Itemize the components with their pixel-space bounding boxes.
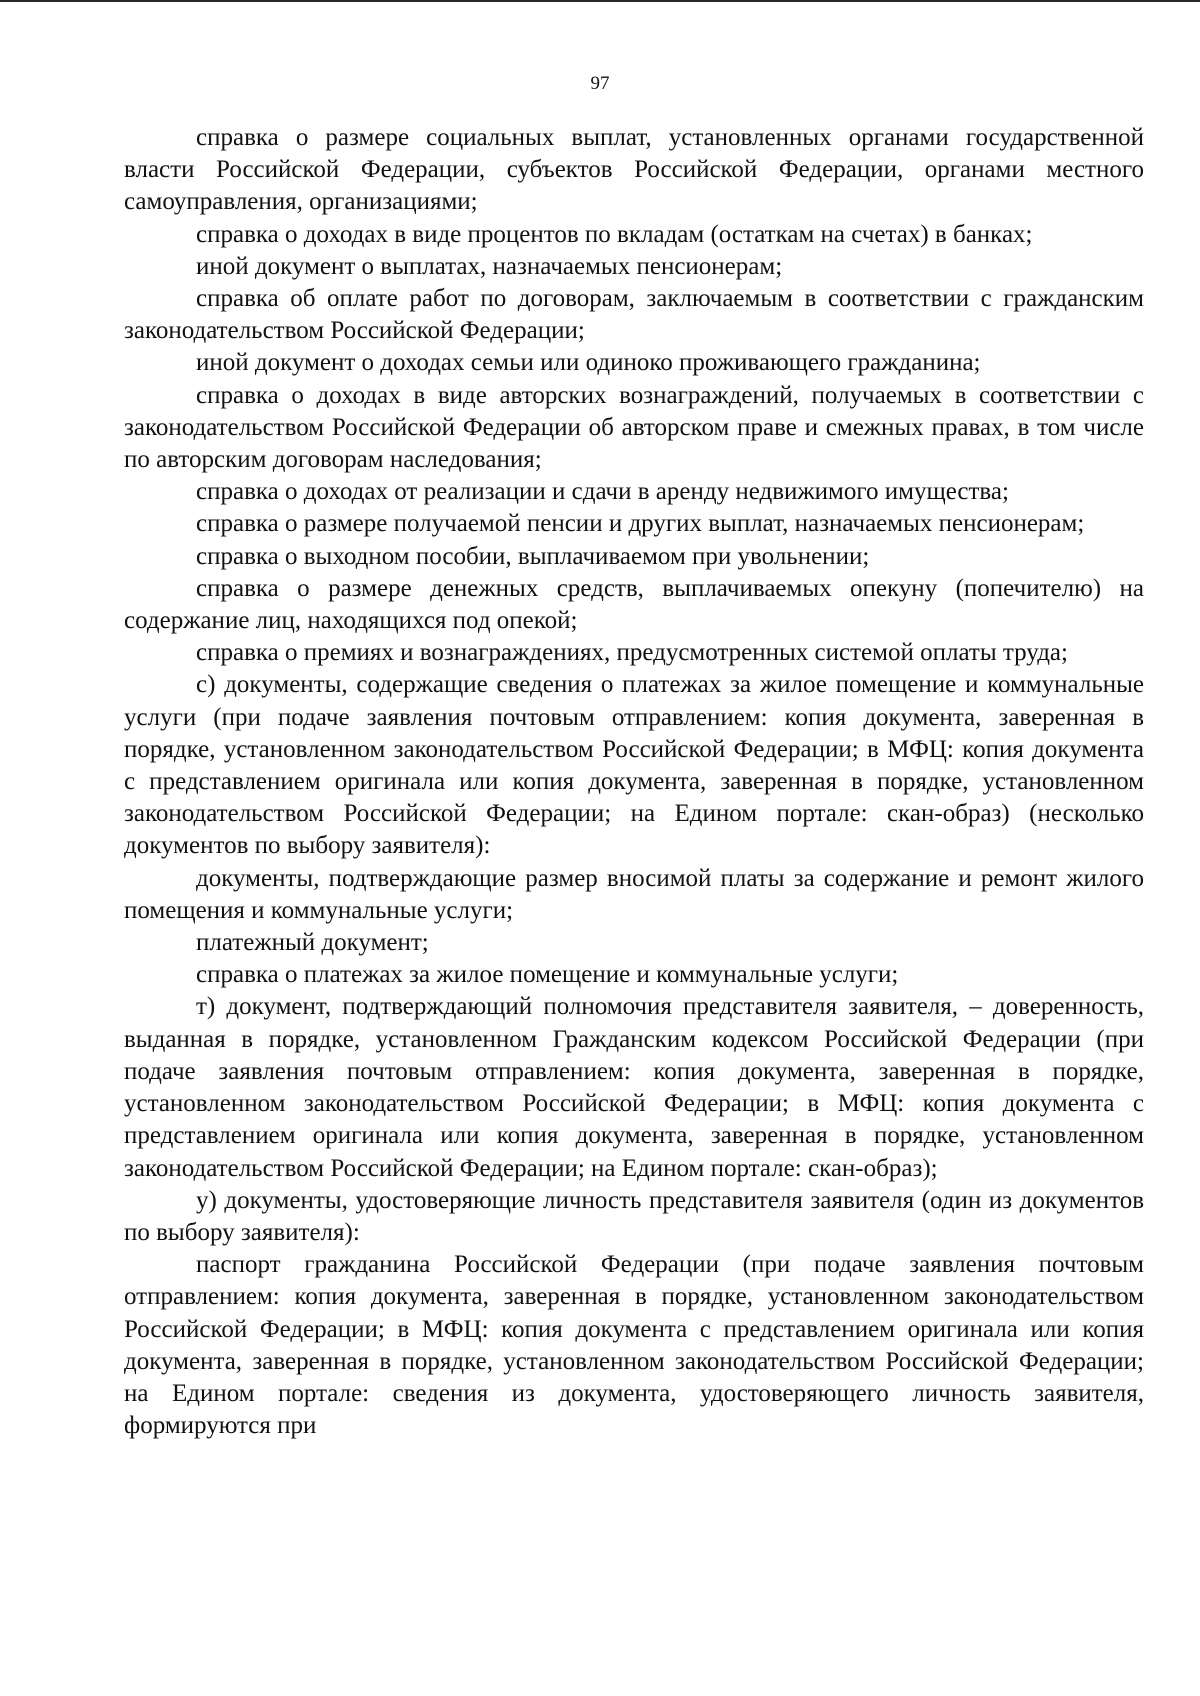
paragraph: справка о размере денежных средств, выплачиваемых опекуну (попечителю) на содержание лиц, находящихся под опекой;: [124, 574, 1144, 635]
paragraph: справка о доходах от реализации и сдачи в аренду недвижимого имущества;: [196, 478, 1009, 506]
scan-top-edge: [0, 0, 1200, 2]
paragraph: справка о доходах в виде авторских вознаграждений, получаемых в соответствии с законодательством Российской Федерации об авторском праве и смежных правах, в том числе по авторским договорам наследования;: [124, 381, 1144, 474]
paragraph: справка о премиях и вознаграждениях, предусмотренных системой оплаты труда;: [196, 639, 1068, 667]
list-item-c: с) документы, содержащие сведения о платежах за жилое помещение и коммунальные услуги (при подаче заявления почтовым отправлением: копия документа, заверенная в порядке, установленном законодательством Российской Федерации; в МФЦ: копия документа с представлением оригинала или копия документа, заверенная в порядке, установленном законодательством Российской Федерации; на Едином портале: скан-образ) (несколько документов по выбору заявителя):: [124, 671, 1144, 860]
page-number: 97: [590, 73, 610, 94]
paragraph: паспорт гражданина Российской Федерации (при подаче заявления почтовым отправлением: копия документа, заверенная в порядке, установленном законодательством Российской Федерации; в МФЦ: копия документа с представлением оригинала или копия документа, заверенная в порядке, установленном законодательством Российской Федерации; на Едином портале: сведения из документа, удостоверяющего личность заявителя, формируются при: [124, 1251, 1144, 1440]
paragraph: иной документ о доходах семьи или одиноко проживающего гражданина;: [196, 349, 981, 377]
paragraph: справка о размере социальных выплат, установленных органами государственной власти Российской Федерации, субъектов Российской Федерации, органами местного самоуправления, организациями;: [124, 124, 1144, 216]
paragraph: иной документ о выплатах, назначаемых пенсионерам;: [196, 252, 783, 280]
paragraph: справка о доходах в виде процентов по вкладам (остаткам на счетах) в банках;: [196, 220, 1033, 248]
paragraph: справка об оплате работ по договорам, заключаемым в соответствии с гражданским законодательством Российской Федерации;: [124, 285, 1144, 345]
paragraph: справка о размере получаемой пенсии и других выплат, назначаемых пенсионерам;: [196, 510, 1085, 538]
document-body: [124, 122, 1144, 1442]
list-item-t: т) документ, подтверждающий полномочия представителя заявителя, – доверенность, выданная в порядке, установленном Гражданским кодексом Российской Федерации (при подаче заявления почтовым отправлением: копия документа, заверенная в порядке, установленном законодательством Российской Федерации; в МФЦ: копия документа с представлением оригинала или копия документа, заверенная в порядке, установленном законодательством Российской Федерации; на Едином портале: скан-образ);: [124, 993, 1144, 1182]
paragraph: платежный документ;: [196, 929, 429, 957]
paragraph: документы, подтверждающие размер вносимой платы за содержание и ремонт жилого помещения и коммунальные услуги;: [124, 864, 1144, 924]
list-item-u: у) документы, удостоверяющие личность представителя заявителя (один из документов по выбору заявителя):: [124, 1186, 1144, 1246]
paragraph: справка о выходном пособии, выплачиваемом при увольнении;: [196, 542, 870, 570]
paragraph: справка о платежах за жилое помещение и коммунальные услуги;: [196, 961, 899, 989]
